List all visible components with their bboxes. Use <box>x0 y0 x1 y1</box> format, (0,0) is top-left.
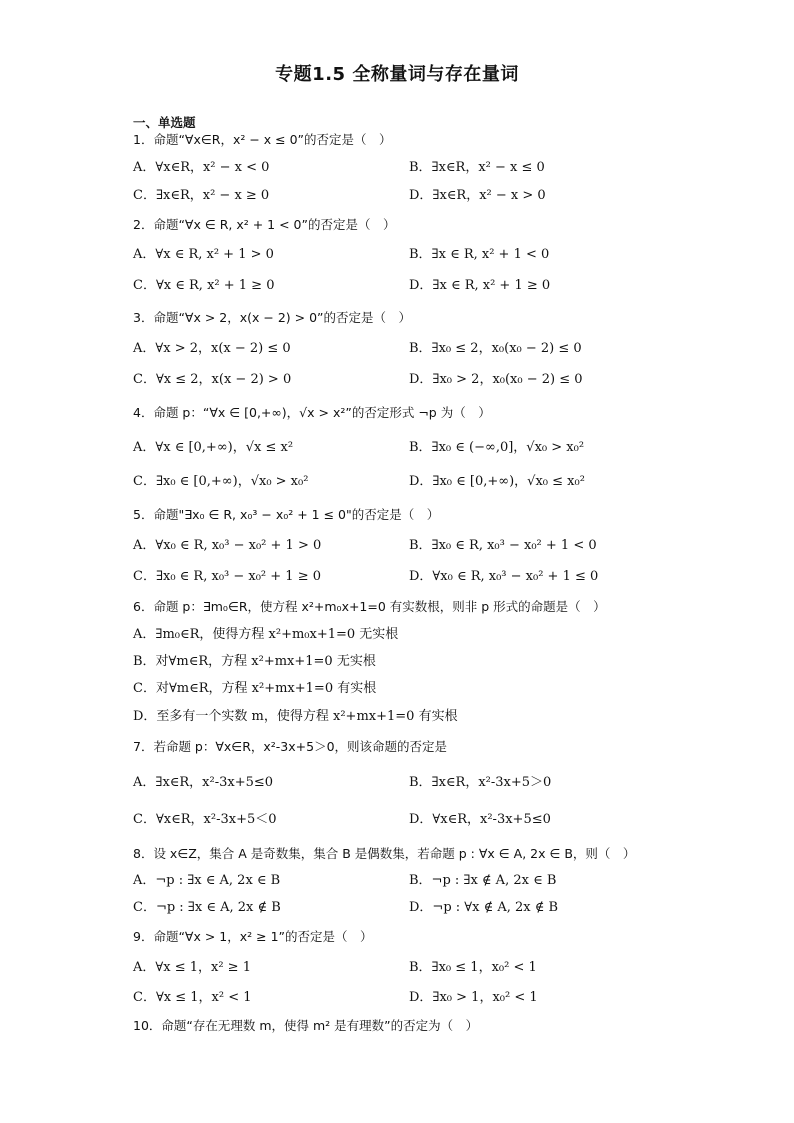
question-7-option-b: B．∃x∈R，x²-3x+5＞0 <box>409 775 552 790</box>
question-5-option-b: B．∃x₀ ∈ R, x₀³ − x₀² + 1 < 0 <box>409 538 597 553</box>
question-4-stem: 4．命题 p：“∀x ∈ [0,+∞)，√x > x²”的否定形式 ¬p 为（ ） <box>133 405 491 420</box>
question-3-option-b: B．∃x₀ ≤ 2，x₀(x₀ − 2) ≤ 0 <box>409 341 582 356</box>
question-2-option-d: D．∃x ∈ R, x² + 1 ≥ 0 <box>409 278 551 293</box>
question-1-stem: 1．命题“∀x∈R，x² − x ≤ 0”的否定是（ ） <box>133 132 392 147</box>
question-3-option-a: A．∀x > 2，x(x − 2) ≤ 0 <box>133 341 291 356</box>
question-8-option-b: B．¬p : ∃x ∉ A, 2x ∈ B <box>409 873 557 888</box>
question-8-option-a: A．¬p : ∃x ∈ A, 2x ∈ B <box>133 873 281 888</box>
question-6-option-d: D．至多有一个实数 m，使得方程 x²+mx+1=0 有实根 <box>133 709 458 724</box>
question-7-option-a: A．∃x∈R，x²-3x+5≤0 <box>133 775 274 790</box>
question-2-stem: 2．命题“∀x ∈ R, x² + 1 < 0”的否定是（ ） <box>133 217 396 232</box>
question-5-option-c: C．∃x₀ ∈ R, x₀³ − x₀² + 1 ≥ 0 <box>133 569 322 584</box>
question-10-stem: 10．命题“存在无理数 m，使得 m² 是有理数”的否定为（ ） <box>133 1018 479 1033</box>
question-4-option-b: B．∃x₀ ∈ (−∞,0]，√x₀ > x₀² <box>409 440 585 455</box>
question-9-option-b: B．∃x₀ ≤ 1，x₀² < 1 <box>409 960 537 975</box>
question-6-option-a: A．∃m₀∈R，使得方程 x²+m₀x+1=0 无实根 <box>133 627 399 642</box>
question-9-option-a: A．∀x ≤ 1，x² ≥ 1 <box>133 960 251 975</box>
question-9-option-d: D．∃x₀ > 1，x₀² < 1 <box>409 990 538 1005</box>
question-6-stem: 6．命题 p：∃m₀∈R，使方程 x²+m₀x+1=0 有实数根，则非 p 形式的命题是（ ） <box>133 599 606 614</box>
question-3-option-c: C．∀x ≤ 2，x(x − 2) > 0 <box>133 372 292 387</box>
page-title: 专题1.5 全称量词与存在量词 <box>275 64 519 85</box>
question-5-option-d: D．∀x₀ ∈ R, x₀³ − x₀² + 1 ≤ 0 <box>409 569 599 584</box>
section-heading: 一、单选题 <box>133 115 196 130</box>
question-7-option-c: C．∀x∈R，x²-3x+5＜0 <box>133 812 277 827</box>
question-1-option-a: A．∀x∈R，x² − x < 0 <box>133 160 270 175</box>
question-7-option-d: D．∀x∈R，x²-3x+5≤0 <box>409 812 551 827</box>
question-1-option-d: D．∃x∈R，x² − x > 0 <box>409 188 546 203</box>
question-4-option-d: D．∃x₀ ∈ [0,+∞)，√x₀ ≤ x₀² <box>409 474 585 489</box>
question-8-option-d: D．¬p : ∀x ∉ A, 2x ∉ B <box>409 900 559 915</box>
question-4-option-c: C．∃x₀ ∈ [0,+∞)，√x₀ > x₀² <box>133 474 309 489</box>
question-2-option-b: B．∃x ∈ R, x² + 1 < 0 <box>409 247 550 262</box>
question-9-option-c: C．∀x ≤ 1，x² < 1 <box>133 990 252 1005</box>
question-1-option-b: B．∃x∈R，x² − x ≤ 0 <box>409 160 545 175</box>
question-6-option-c: C．对∀m∈R，方程 x²+mx+1=0 有实根 <box>133 681 377 696</box>
question-2-option-c: C．∀x ∈ R, x² + 1 ≥ 0 <box>133 278 275 293</box>
question-3-stem: 3．命题“∀x > 2，x(x − 2) > 0”的否定是（ ） <box>133 310 412 325</box>
question-7-stem: 7．若命题 p：∀x∈R，x²-3x+5＞0，则该命题的否定是 <box>133 739 448 754</box>
question-2-option-a: A．∀x ∈ R, x² + 1 > 0 <box>133 247 274 262</box>
question-4-option-a: A．∀x ∈ [0,+∞)，√x ≤ x² <box>133 440 294 455</box>
question-1-option-c: C．∃x∈R，x² − x ≥ 0 <box>133 188 270 203</box>
question-6-option-b: B．对∀m∈R，方程 x²+mx+1=0 无实根 <box>133 654 376 669</box>
question-8-stem: 8．设 x∈Z，集合 A 是奇数集，集合 B 是偶数集，若命题 p : ∀x ∈ A, 2x ∈ B，则（ ） <box>133 846 636 861</box>
question-5-option-a: A．∀x₀ ∈ R, x₀³ − x₀² + 1 > 0 <box>133 538 322 553</box>
question-9-stem: 9．命题“∀x > 1，x² ≥ 1”的否定是（ ） <box>133 929 373 944</box>
question-3-option-d: D．∃x₀ > 2，x₀(x₀ − 2) ≤ 0 <box>409 372 583 387</box>
question-5-stem: 5．命题"∃x₀ ∈ R, x₀³ − x₀² + 1 ≤ 0"的否定是（ ） <box>133 507 440 522</box>
question-8-option-c: C．¬p : ∃x ∈ A, 2x ∉ B <box>133 900 281 915</box>
